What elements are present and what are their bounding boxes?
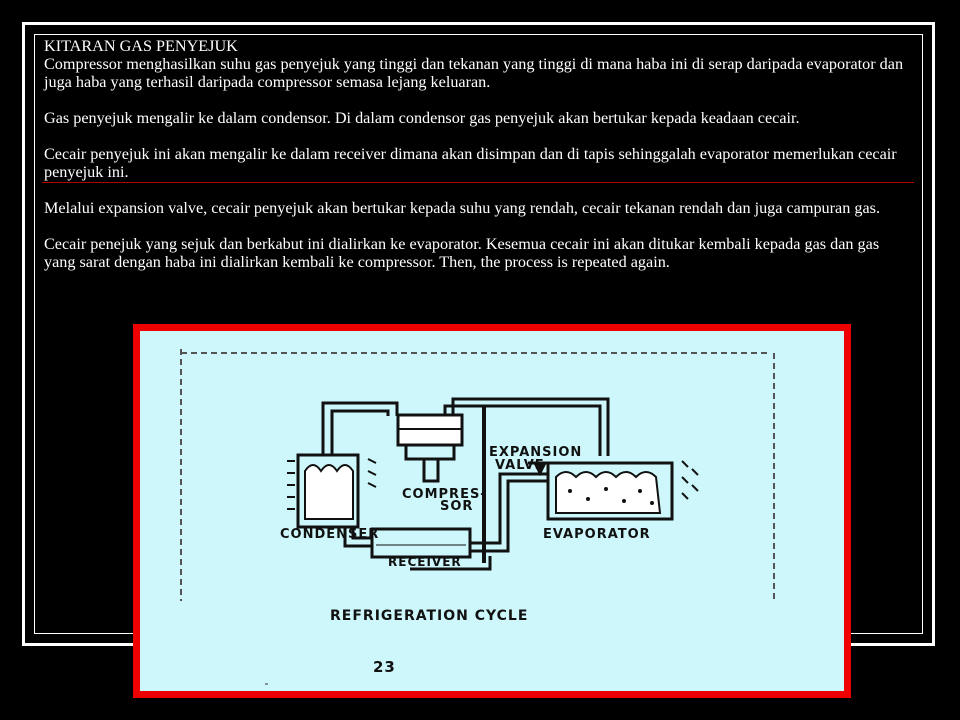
refrigeration-cycle-figure [133, 324, 851, 698]
slide-text [44, 37, 904, 289]
label-expansion-line1: EXPANSION [489, 445, 583, 460]
red-horizontal-rule [42, 182, 914, 183]
label-condenser: CONDENSER [280, 527, 380, 542]
receiver-unit [372, 529, 470, 557]
evaporator-unit [548, 461, 698, 519]
slide-title: KITARAN GAS PENYEJUK [44, 37, 238, 55]
label-compressor-line2: SOR [440, 499, 474, 514]
paragraph-evaporator: Cecair penejuk yang sejuk dan berkabut ini dialirkan ke evaporator. Kesemua cecair ini akan ditukar kembali kepada gas dan gas yang sarat dengan haba ini dialirkan kembali ke compressor. Then, the process is repeated again. [44, 235, 880, 271]
label-expansion-line2: VALVE [495, 458, 545, 473]
page-number: 23 [373, 658, 396, 676]
label-evaporator: EVAPORATOR [543, 527, 651, 542]
label-compressor-line1: COMPRES- [402, 487, 487, 502]
refrigeration-cycle-diagram [140, 331, 844, 691]
paragraph-condensor: Gas penyejuk mengalir ke dalam condensor. Di dalam condensor gas penyejuk akan bertukar kepada keadaan cecair. [44, 109, 800, 127]
condenser-unit [287, 455, 376, 527]
paragraph-compressor: Compressor menghasilkan suhu gas penyejuk yang tinggi dan tekanan yang tinggi di mana haba ini di serap daripada evaporator dan juga haba yang terhasil daripada compressor semasa lejang keluaran. [44, 55, 904, 91]
diagram-caption: REFRIGERATION CYCLE [330, 608, 529, 624]
scan-edges [181, 349, 774, 601]
paragraph-expansion-valve: Melalui expansion valve, cecair penyejuk akan bertukar kepada suhu yang rendah, cecair tekanan rendah dan juga campuran gas. [44, 199, 880, 217]
paragraph-receiver: Cecair penyejuk ini akan mengalir ke dalam receiver dimana akan disimpan dan di tapis sehinggalah evaporator memerlukan cecair penyejuk ini. [44, 145, 897, 181]
compressor-unit [398, 415, 462, 481]
label-receiver: RECEIVER [388, 555, 462, 569]
